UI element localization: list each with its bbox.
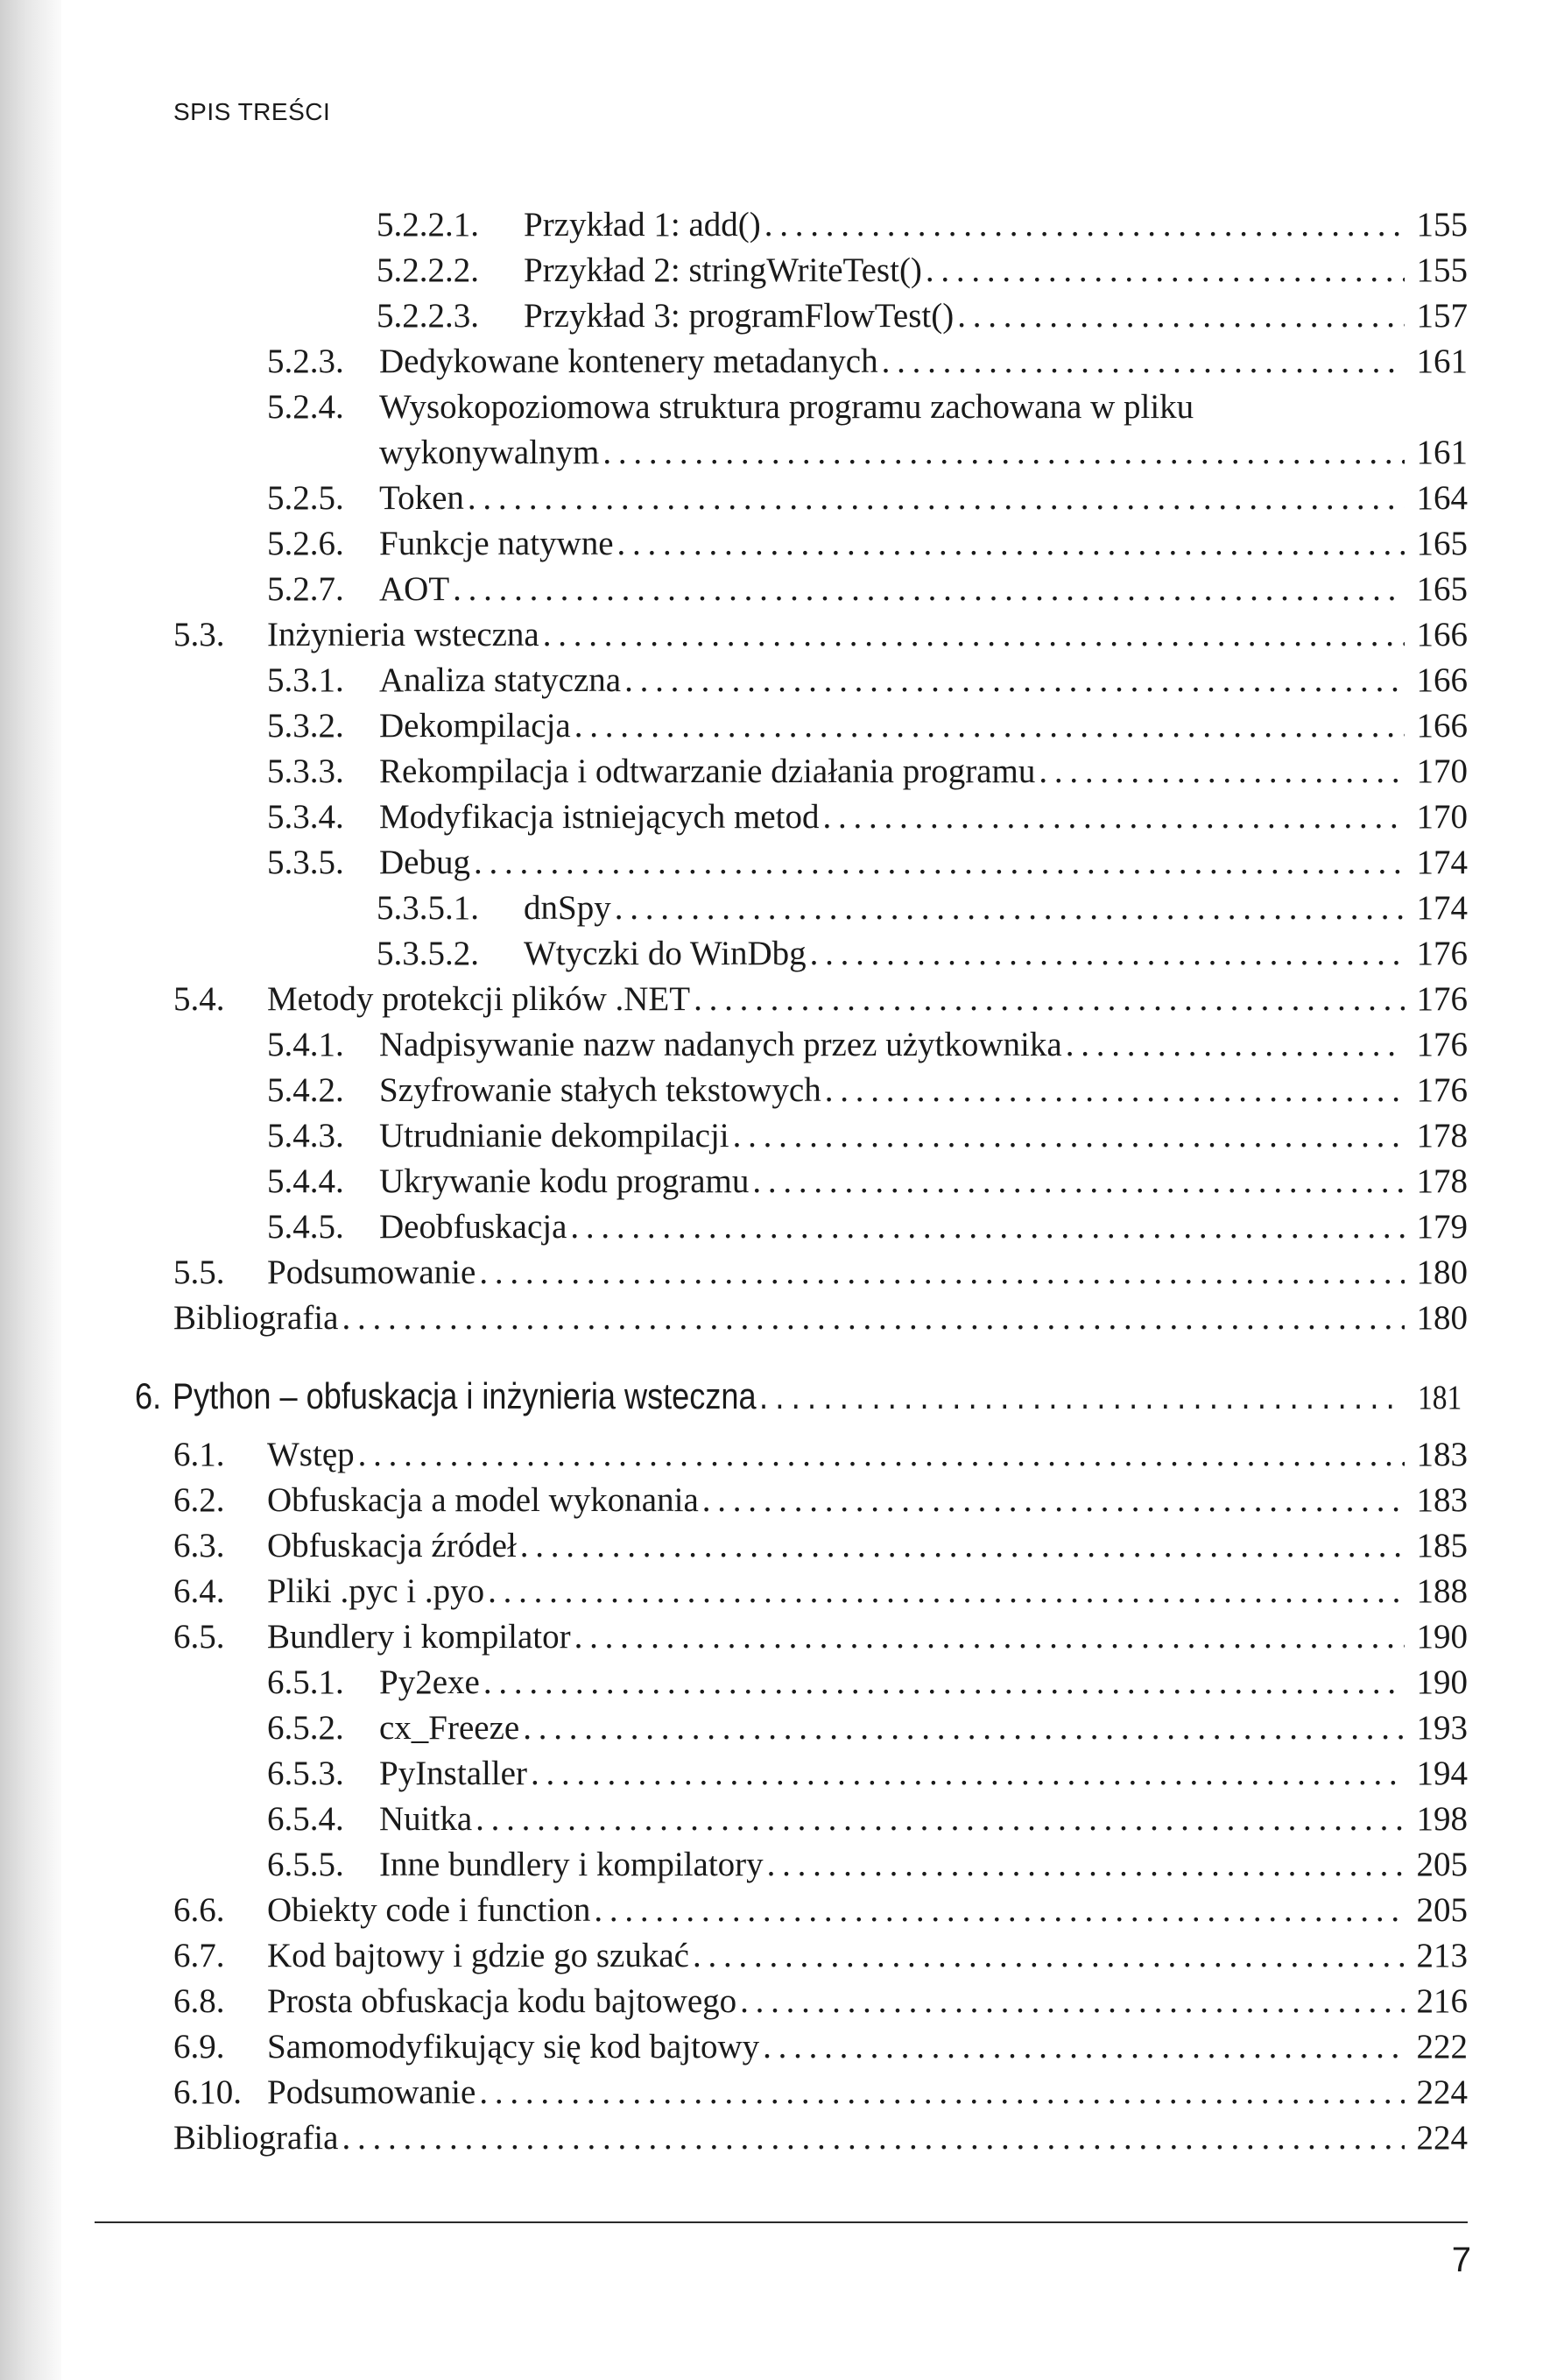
toc-entry[interactable] (267, 1752, 1468, 1796)
toc-entry[interactable] (267, 1843, 1468, 1887)
toc-leader-dots (574, 1615, 1405, 1659)
toc-leader-dots (957, 294, 1405, 338)
toc-entry-page: 222 (1416, 2028, 1468, 2066)
toc-entry-title: Obiekty code i function (267, 1891, 591, 1929)
toc-entry[interactable] (173, 1934, 1468, 1978)
toc-entry-number: 5.3.2. (267, 707, 344, 745)
toc-entry[interactable] (267, 1205, 1468, 1249)
toc-entry[interactable] (267, 1797, 1468, 1841)
toc-entry-page: 166 (1416, 661, 1468, 699)
toc-leader-dots (468, 477, 1405, 520)
toc-leader-dots (825, 1069, 1405, 1112)
toc-leader-dots (543, 613, 1405, 657)
toc-entry[interactable] (173, 1251, 1468, 1295)
toc-entry[interactable] (267, 1069, 1468, 1112)
toc-entry-number: 6.5.2. (267, 1709, 344, 1747)
toc-entry-page: 165 (1416, 570, 1468, 608)
toc-entry-title-continuation: wykonywalnym (379, 434, 600, 471)
toc-chapter-title: Python – obfuskacja i inżynieria wsteczna (173, 1375, 757, 1416)
toc-entry-title: Pliki .pyc i .pyo (267, 1572, 485, 1610)
toc-entry-title: Obfuskacja a model wykonania (267, 1481, 699, 1519)
toc-entry-page: 176 (1416, 1026, 1468, 1063)
toc-entry-bibliography[interactable] (173, 1296, 1468, 1340)
toc-entry-title: Inne bundlery i kompilatory (379, 1846, 764, 1883)
toc-entry-title: Przykład 1: add() (524, 206, 761, 244)
toc-entry-page: 164 (1416, 479, 1468, 517)
toc-entry-title: Bibliografia (173, 2119, 339, 2157)
toc-entry-title: Nuitka (379, 1800, 473, 1838)
toc-entry-title: Podsumowanie (267, 2073, 476, 2111)
toc-entry-page: 178 (1416, 1162, 1468, 1200)
toc-entry-page: 176 (1416, 980, 1468, 1018)
toc-leader-dots (574, 704, 1405, 748)
toc-entry-page: 205 (1416, 1891, 1468, 1929)
toc-leader-dots (733, 1114, 1405, 1158)
toc-entry-page: 180 (1416, 1254, 1468, 1291)
toc-entry-page: 213 (1416, 1937, 1468, 1974)
toc-entry-page: 193 (1416, 1709, 1468, 1747)
toc-entry-page: 155 (1416, 206, 1468, 244)
toc-leader-dots (694, 978, 1405, 1021)
toc-entry-title: Metody protekcji plików .NET (267, 980, 691, 1018)
toc-entry-title: Wysokopoziomowa struktura programu zachowana w pliku (379, 388, 1194, 426)
toc-entry-page: 190 (1416, 1618, 1468, 1656)
toc-entry-title: Bibliografia (173, 1299, 339, 1337)
toc-entry[interactable] (173, 2025, 1468, 2069)
toc-entry-page: 198 (1416, 1800, 1468, 1838)
toc-entry-title: Podsumowanie (267, 1254, 476, 1291)
toc-entry-page: 194 (1416, 1755, 1468, 1792)
toc-entry-number: 5.3.5. (267, 844, 344, 881)
toc-entry-page: 174 (1416, 844, 1468, 881)
toc-entry[interactable] (267, 522, 1468, 566)
toc-entry-title: Py2exe (379, 1663, 480, 1701)
toc-leader-dots (1039, 750, 1405, 794)
toc-leader-dots (520, 1524, 1405, 1568)
toc-leader-dots (488, 1570, 1405, 1614)
toc-entry[interactable] (267, 795, 1468, 839)
toc-entry-first-line[interactable] (267, 385, 1194, 429)
toc-entry-number: 5.2.3. (267, 343, 344, 380)
toc-entry[interactable] (173, 1479, 1468, 1522)
toc-entry-title: Funkcje natywne (379, 525, 614, 562)
toc-entry[interactable] (377, 203, 1468, 247)
toc-leader-dots (594, 1889, 1405, 1932)
toc-entry-page: 161 (1416, 434, 1468, 471)
toc-entry-number: 5.4.3. (267, 1117, 344, 1155)
toc-leader-dots (483, 1661, 1405, 1705)
toc-entry-title: PyInstaller (379, 1755, 527, 1792)
toc-leader-dots (531, 1752, 1405, 1796)
toc-entry-title: Wtyczki do WinDbg (524, 935, 807, 972)
toc-leader-dots (764, 203, 1405, 247)
toc-entry-title: Wstęp (267, 1436, 355, 1473)
toc-leader-dots (693, 1934, 1405, 1978)
toc-entry-number: 5.2.2.2. (377, 251, 479, 289)
toc-entry[interactable] (173, 613, 1468, 657)
toc-entry[interactable] (267, 1661, 1468, 1705)
toc-entry[interactable] (377, 294, 1468, 338)
toc-entry-title: Modyfikacja istniejących metod (379, 798, 820, 836)
toc-entry[interactable] (267, 1114, 1468, 1158)
toc-leader-dots (479, 1251, 1405, 1295)
toc-entry-title: Przykład 3: programFlowTest() (524, 297, 955, 335)
toc-leader-dots (767, 1843, 1405, 1887)
toc-entry-number: 5.3.4. (267, 798, 344, 836)
toc-leader-dots (752, 1160, 1405, 1204)
toc-leader-dots (823, 795, 1405, 839)
toc-entry-number: 6.8. (173, 1982, 225, 2020)
toc-entry[interactable] (267, 340, 1468, 384)
toc-entry[interactable] (267, 477, 1468, 520)
toc-entry[interactable] (377, 249, 1468, 293)
toc-entry-number: 5.4. (173, 980, 225, 1018)
toc-leader-dots (759, 1374, 1400, 1418)
toc-entry-page: 185 (1416, 1527, 1468, 1564)
toc-entry-number: 6.4. (173, 1572, 225, 1610)
toc-leader-dots (702, 1479, 1405, 1522)
toc-leader-dots (523, 1706, 1405, 1750)
toc-entry-page: 165 (1416, 525, 1468, 562)
toc-entry[interactable] (173, 1433, 1468, 1477)
toc-leader-dots (763, 2025, 1405, 2069)
toc-entry[interactable] (267, 750, 1468, 794)
toc-leader-dots (342, 1296, 1405, 1340)
toc-entry[interactable] (267, 841, 1468, 885)
toc-entry-number: 6.9. (173, 2028, 225, 2066)
toc-leader-dots (810, 932, 1405, 976)
toc-leader-dots (602, 431, 1405, 475)
toc-entry-page: 166 (1416, 707, 1468, 745)
toc-entry-page: 178 (1416, 1117, 1468, 1155)
toc-entry[interactable] (377, 886, 1468, 930)
toc-entry-title: Dedykowane kontenery metadanych (379, 343, 878, 380)
toc-entry[interactable] (267, 1023, 1468, 1067)
toc-entry-title: Deobfuskacja (379, 1208, 567, 1246)
toc-entry-number: 6.2. (173, 1481, 225, 1519)
toc-entry-number: 5.2.2.3. (377, 297, 479, 335)
toc-entry-page: 157 (1416, 297, 1468, 335)
toc-entry[interactable] (173, 2071, 1468, 2115)
toc-entry-title: cx_Freeze (379, 1709, 520, 1747)
toc-entry-title: Dekompilacja (379, 707, 571, 745)
toc-leader-dots (615, 886, 1405, 930)
toc-entry-number: 5.4.5. (267, 1208, 344, 1246)
toc-leader-dots (358, 1433, 1405, 1477)
toc-leader-dots (476, 1797, 1405, 1841)
toc-entry-number: 6.3. (173, 1527, 225, 1564)
toc-entry-number: 5.2.2.1. (377, 206, 479, 244)
toc-entry-number: 6.10. (173, 2073, 242, 2111)
toc-entry-page: 224 (1416, 2073, 1468, 2111)
toc-entry[interactable] (377, 932, 1468, 976)
toc-entry-page: 174 (1416, 889, 1468, 927)
toc-entry-title: Bundlery i kompilator (267, 1618, 571, 1656)
toc-entry[interactable] (267, 1706, 1468, 1750)
toc-entry[interactable] (173, 1980, 1468, 2023)
toc-entry-title: Szyfrowanie stałych tekstowych (379, 1071, 821, 1109)
toc-entry-page: 155 (1416, 251, 1468, 289)
toc-leader-dots (926, 249, 1405, 293)
toc-entry[interactable] (173, 1615, 1468, 1659)
toc-leader-dots (474, 841, 1405, 885)
toc-entry-number: 6.5.4. (267, 1800, 344, 1838)
toc-leader-dots (740, 1980, 1405, 2023)
toc-entry-page: 170 (1416, 752, 1468, 790)
toc-leader-dots (342, 2116, 1405, 2160)
toc-entry-number: 6.5.3. (267, 1755, 344, 1792)
toc-entry-title: Token (379, 479, 464, 517)
toc-entry-number: 6.5.1. (267, 1663, 344, 1701)
toc-entry-number: 5.2.5. (267, 479, 344, 517)
toc-entry[interactable] (267, 659, 1468, 703)
running-head: SPIS TREŚCI (173, 98, 331, 125)
toc-entry-number: 5.4.1. (267, 1026, 344, 1063)
toc-entry-title: Rekompilacja i odtwarzanie działania programu (379, 752, 1036, 790)
toc-entry-number: 6.1. (173, 1436, 225, 1473)
toc-entry-title: Przykład 2: stringWriteTest() (524, 251, 922, 289)
toc-entry-number: 6.7. (173, 1937, 225, 1974)
toc-entry-title: Kod bajtowy i gdzie go szukać (267, 1937, 689, 1974)
toc-entry-title: Nadpisywanie nazw nadanych przez użytkownika (379, 1026, 1062, 1063)
toc-entry-title: Inżynieria wsteczna (267, 616, 539, 653)
toc-entry-number: 5.3.1. (267, 661, 344, 699)
toc-entry[interactable] (173, 1570, 1468, 1614)
toc-entry-page: 176 (1416, 1071, 1468, 1109)
toc-entry[interactable] (267, 568, 1468, 611)
toc-entry-number: 5.4.4. (267, 1162, 344, 1200)
toc-entry-title: Analiza statyczna (379, 661, 622, 699)
toc-entry-page: 190 (1416, 1663, 1468, 1701)
toc-entry-title: Ukrywanie kodu programu (379, 1162, 750, 1200)
toc-entry-page: 224 (1416, 2119, 1468, 2157)
toc-leader-dots (882, 340, 1405, 384)
toc-entry-number: 5.2.7. (267, 570, 344, 608)
toc-entry-title: Prosta obfuskacja kodu bajtowego (267, 1982, 737, 2020)
toc-entry-page: 179 (1416, 1208, 1468, 1246)
toc-entry[interactable] (173, 1889, 1468, 1932)
toc-entry-page: 170 (1416, 798, 1468, 836)
toc-entry-number: 5.3. (173, 616, 225, 653)
toc-leader-dots (624, 659, 1405, 703)
toc-entry-page: 183 (1416, 1436, 1468, 1473)
toc-entry-title: dnSpy (524, 889, 611, 927)
toc-entry[interactable] (173, 978, 1468, 1021)
toc-entry-page: 161 (1416, 343, 1468, 380)
toc-entry[interactable] (379, 431, 1468, 475)
toc-entry-page: 176 (1416, 935, 1468, 972)
toc-entry-bibliography[interactable] (173, 2116, 1468, 2160)
toc-entry-page: 216 (1416, 1982, 1468, 2020)
page-number: 7 (1451, 2241, 1471, 2279)
toc-entry-number: 6.5. (173, 1618, 225, 1656)
toc-chapter-number: 6. (135, 1375, 162, 1416)
toc-entry-page: 183 (1416, 1481, 1468, 1519)
toc-entry-number: 5.3.5.2. (377, 935, 479, 972)
toc-entry-page: 205 (1416, 1846, 1468, 1883)
toc-entry-title: AOT (379, 570, 450, 608)
toc-entry-number: 5.3.3. (267, 752, 344, 790)
toc-entry-number: 5.2.4. (267, 388, 344, 426)
toc-entry-number: 6.6. (173, 1891, 225, 1929)
toc-leader-dots (1066, 1023, 1405, 1067)
toc-entry-page: 166 (1416, 616, 1468, 653)
toc-leader-dots (479, 2071, 1405, 2115)
toc-entry-page: 181 (1418, 1379, 1462, 1416)
toc-entry-number: 5.2.6. (267, 525, 344, 562)
toc-leader-dots (617, 522, 1405, 566)
toc-entry-number: 5.3.5.1. (377, 889, 479, 927)
toc-entry-title: Utrudnianie dekompilacji (379, 1117, 729, 1155)
toc-entry-title: Obfuskacja źródeł (267, 1527, 517, 1564)
toc-entry[interactable] (267, 1160, 1468, 1204)
toc-entry-number: 5.5. (173, 1254, 225, 1291)
toc-entry-title: Debug (379, 844, 470, 881)
toc-entry[interactable] (267, 704, 1468, 748)
toc-entry[interactable] (173, 1524, 1468, 1568)
toc-entry-page: 180 (1416, 1299, 1468, 1337)
toc-entry-title: Samomodyfikujący się kod bajtowy (267, 2028, 760, 2066)
toc-leader-dots (453, 568, 1405, 611)
toc-entry-number: 6.5.5. (267, 1846, 344, 1883)
footer-rule (95, 2221, 1468, 2223)
toc-entry-page: 188 (1416, 1572, 1468, 1610)
toc-chapter-heading[interactable] (135, 1374, 1462, 1423)
toc-entry-number: 5.4.2. (267, 1071, 344, 1109)
scan-edge-shadow (0, 0, 61, 2380)
toc-leader-dots (570, 1205, 1405, 1249)
